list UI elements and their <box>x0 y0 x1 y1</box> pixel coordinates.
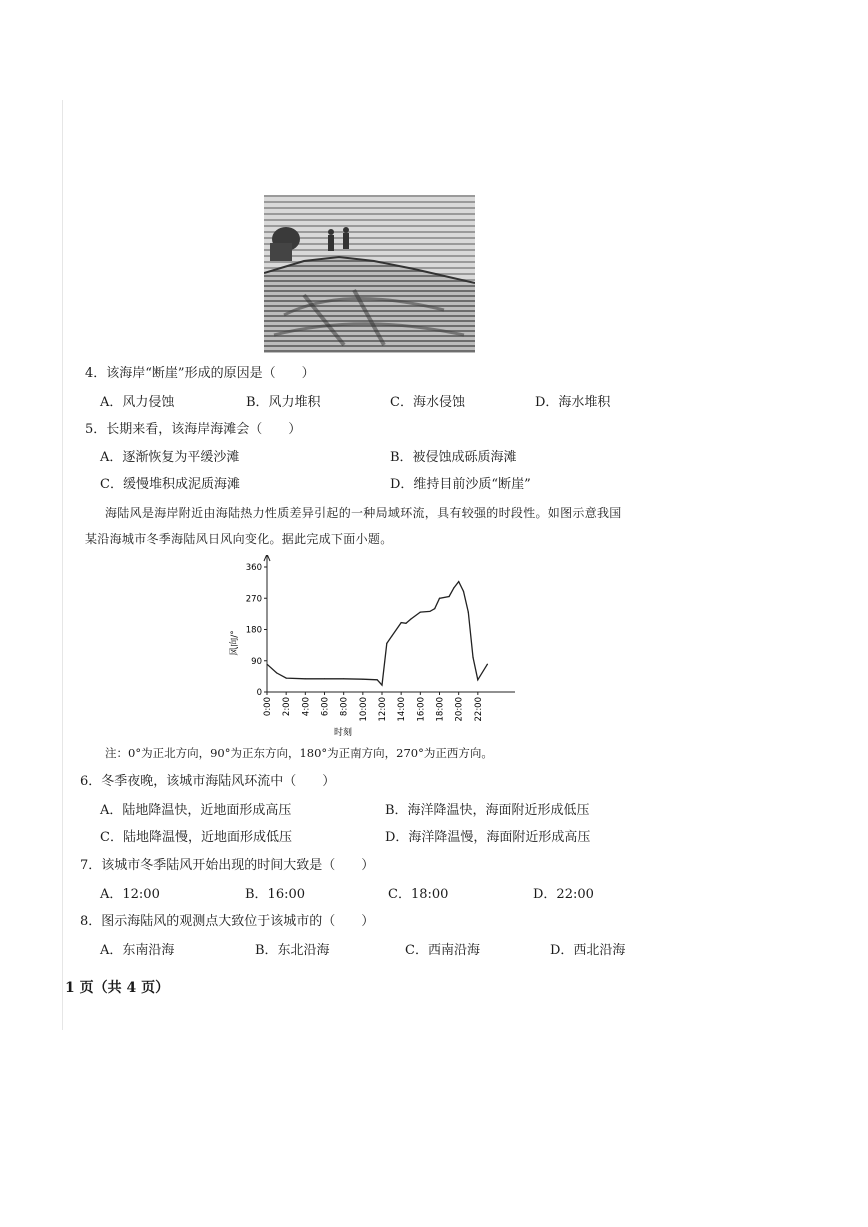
data-point <box>434 608 435 609</box>
data-point <box>386 643 387 644</box>
y-tick-labels <box>246 563 262 698</box>
q8-option-d[interactable]: D．西北沿海 <box>550 943 626 958</box>
data-point <box>266 664 267 665</box>
x-tick-label: 2:00 <box>282 697 293 717</box>
q5-stem: 5．长期来看，该海岸海滩会（ ） <box>85 422 302 437</box>
q5-option-d[interactable]: D．维持目前沙质“断崖” <box>390 477 531 492</box>
wind-direction-points <box>266 581 488 686</box>
q6-option-a[interactable]: A．陆地降温快，近地面形成高压 <box>100 803 292 818</box>
data-point <box>420 612 421 613</box>
y-tick-label: 360 <box>245 563 262 573</box>
data-point <box>405 623 406 624</box>
q5-option-c[interactable]: C．缓慢堆积成泥质海滩 <box>100 477 240 492</box>
q7-stem: 7．该城市冬季陆风开始出现的时间大致是（ ） <box>80 858 375 873</box>
x-tick-label: 18:00 <box>435 697 446 722</box>
scan-margin-line <box>62 100 63 1030</box>
data-point <box>391 636 392 637</box>
q7-option-b[interactable]: B．16:00 <box>245 887 306 902</box>
data-point <box>305 678 306 679</box>
y-tick-label: 90 <box>251 656 262 667</box>
x-tick-label: 6:00 <box>320 697 331 717</box>
q7-option-d[interactable]: D．22:00 <box>533 887 594 902</box>
data-point <box>276 672 277 673</box>
data-point <box>477 679 478 680</box>
q8-stem: 8．图示海陆风的观测点大致位于该城市的（ ） <box>80 914 375 929</box>
chart-note: 注：0°为正北方向，90°为正东方向，180°为正南方向，270°为正西方向。 <box>105 746 493 760</box>
x-tick-label: 10:00 <box>358 697 369 722</box>
x-tick-label: 12:00 <box>378 697 388 722</box>
q6-stem: 6．冬季夜晚，该城市海陆风环流中（ ） <box>80 774 336 789</box>
page-footer: 1 页（共 4 页） <box>65 980 170 996</box>
q5-option-a[interactable]: A．逐渐恢复为平缓沙滩 <box>100 450 240 465</box>
q4-option-b[interactable]: B．风力堆积 <box>246 395 321 410</box>
data-point <box>468 612 469 613</box>
data-point <box>453 587 454 588</box>
data-point <box>286 678 287 679</box>
wind-direction-line <box>267 582 487 686</box>
data-point <box>377 679 378 680</box>
x-tick-label: 4:00 <box>301 697 312 717</box>
x-tick-label: 20:00 <box>454 697 465 722</box>
x-tick-label: 16:00 <box>416 697 427 722</box>
q8-option-c[interactable]: C．西南沿海 <box>405 943 480 958</box>
q4-option-d[interactable]: D．海水堆积 <box>535 395 611 410</box>
x-tick-label: 8:00 <box>339 697 350 717</box>
q8-option-b[interactable]: B．东北沿海 <box>255 943 330 958</box>
q4-stem: 4．该海岸“断崖”形成的原因是（ ） <box>85 366 315 381</box>
passage-line-2: 某沿海城市冬季海陆风日风向变化。据此完成下面小题。 <box>85 532 393 546</box>
x-tick-label: 22:00 <box>473 697 484 722</box>
data-point <box>401 622 402 623</box>
data-point <box>487 664 488 665</box>
q6-option-b[interactable]: B．海洋降温快，海面附近形成低压 <box>385 803 590 818</box>
q5-option-b[interactable]: B．被侵蚀成砾质海滩 <box>390 450 517 465</box>
wind-direction-chart <box>225 555 515 740</box>
passage-line-1: 海陆风是海岸附近由海陆热力性质差异引起的一种局域环流，具有较强的时段性。如图示意我国 <box>105 506 622 520</box>
data-point <box>343 678 344 679</box>
q4-option-a[interactable]: A．风力侵蚀 <box>100 395 175 410</box>
data-point <box>429 611 430 612</box>
data-point <box>458 581 459 582</box>
data-point <box>463 591 464 592</box>
y-axis-label: 风向/° <box>230 630 240 656</box>
y-tick-label: 0 <box>256 688 262 698</box>
q6-option-c[interactable]: C．陆地降温慢，近地面形成低压 <box>100 830 292 845</box>
q6-option-d[interactable]: D．海洋降温慢，海面附近形成高压 <box>385 830 591 845</box>
y-tick-label: 180 <box>245 625 262 636</box>
data-point <box>410 618 411 619</box>
data-point <box>381 684 382 685</box>
x-tick-label: 0:00 <box>263 697 273 717</box>
q7-option-a[interactable]: A．12:00 <box>100 887 160 902</box>
q8-option-a[interactable]: A．东南沿海 <box>100 943 175 958</box>
q4-option-c[interactable]: C．海水侵蚀 <box>390 395 465 410</box>
data-point <box>324 678 325 679</box>
data-point <box>472 657 473 658</box>
coastal-scarp-photo <box>264 195 475 353</box>
data-point <box>439 598 440 599</box>
x-axis-label: 时刻 <box>333 728 353 738</box>
x-tick-labels <box>263 697 484 722</box>
data-point <box>362 679 363 680</box>
data-point <box>448 596 449 597</box>
chart-axes <box>264 555 515 695</box>
y-tick-label: 270 <box>245 594 262 605</box>
x-tick-label: 14:00 <box>397 697 408 722</box>
q7-option-c[interactable]: C．18:00 <box>388 887 449 902</box>
